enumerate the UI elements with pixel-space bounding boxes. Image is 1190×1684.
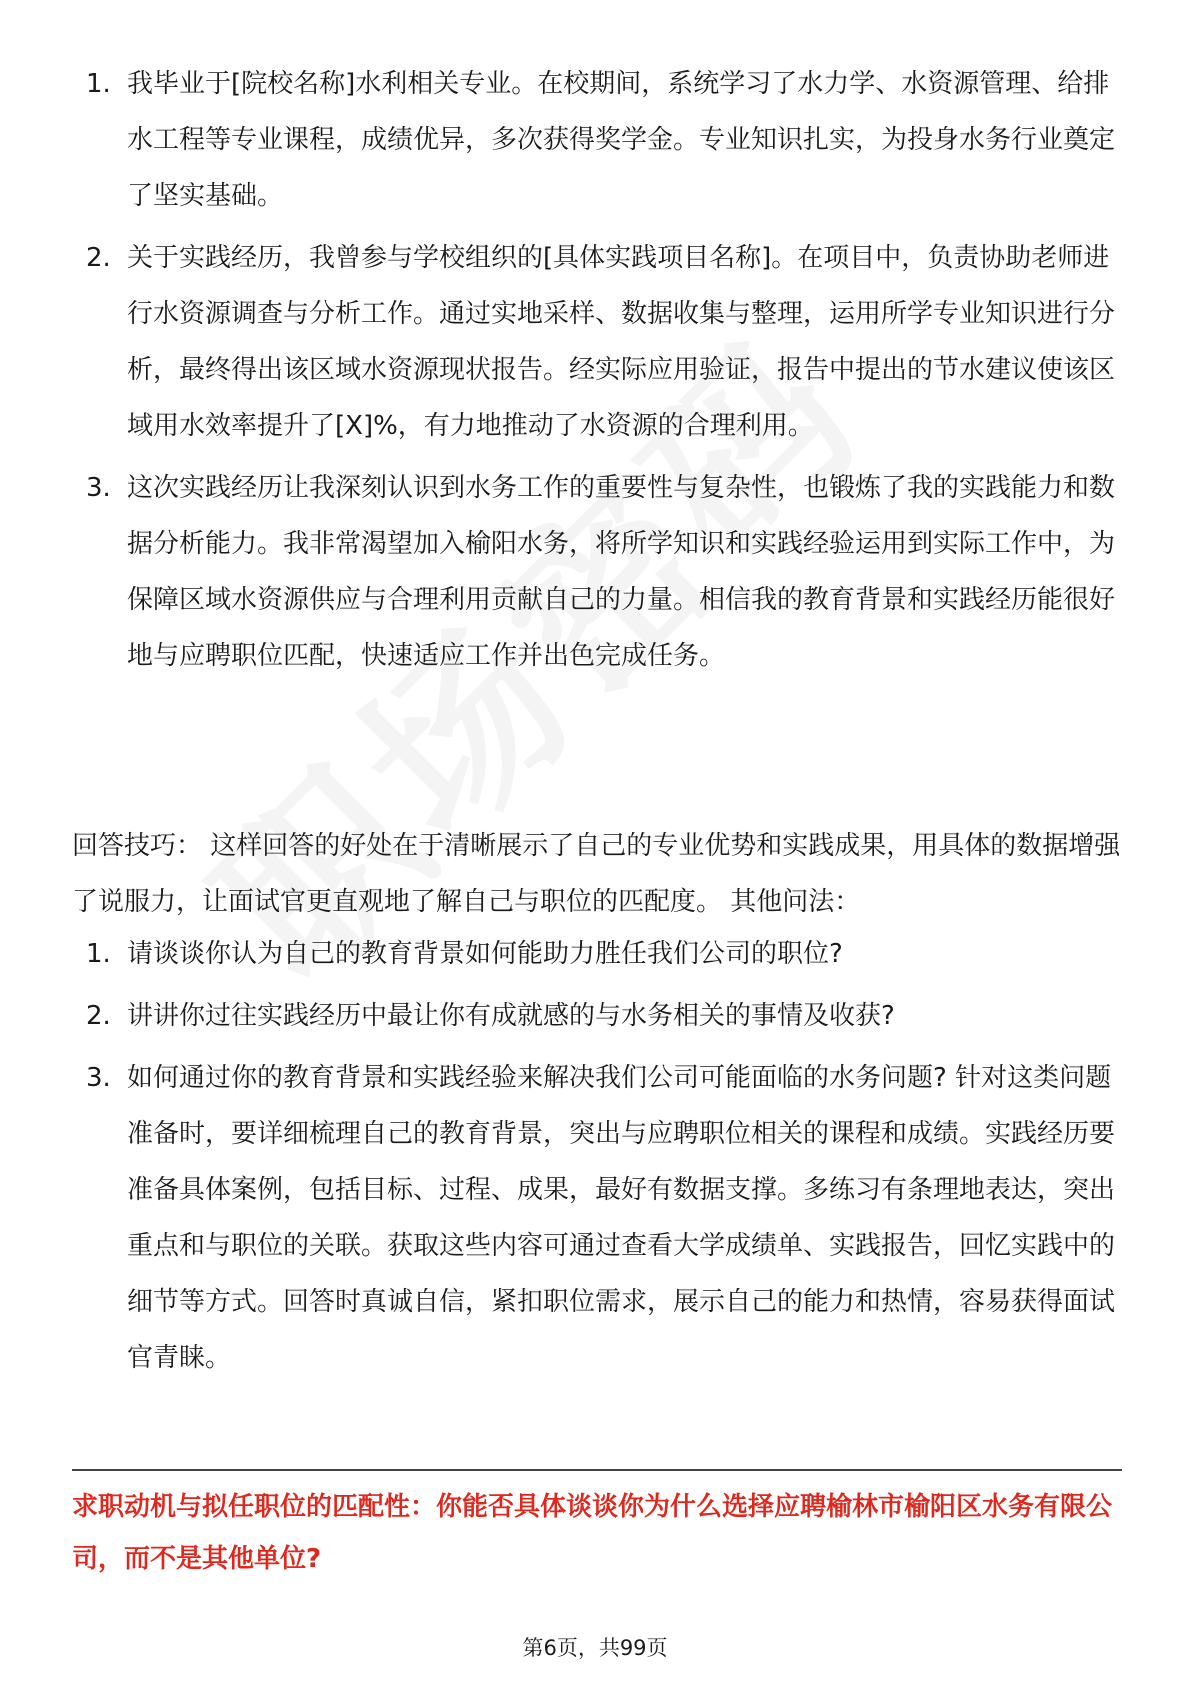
list-item [72, 926, 1122, 982]
other-questions-list [72, 926, 1122, 1386]
list-item [72, 230, 1122, 454]
list-text: 关于实践经历，我曾参与学校组织的[具体实践项目名称]。在项目中，负责协助老师进行水资源调查与分析工作。通过实地采样、数据收集与整理，运用所学专业知识进行分析，最终得出该区域水资源现状报告。经实际应用验证，报告中提出的节水建议使该区域用水效率提升了[X]%，有力地推动了水资源的合理利用。 [127, 243, 1116, 441]
page-footer: 第6页，共99页 [522, 1636, 668, 1660]
question-heading: 求职动机与拟任职位的匹配性：你能否具体谈谈你为什么选择应聘榆林市榆阳区水务有限公司，而不是其他单位? [72, 1492, 1113, 1574]
answer-list [72, 56, 1122, 684]
list-number: 2. [86, 243, 111, 273]
list-item [72, 1050, 1122, 1386]
list-number: 1. [86, 69, 111, 99]
list-number: 3. [86, 473, 111, 503]
list-number: 1. [86, 939, 111, 969]
section-divider [72, 1469, 1122, 1471]
list-text: 这次实践经历让我深刻认识到水务工作的重要性与复杂性，也锻炼了我的实践能力和数据分析能力。我非常渴望加入榆阳水务，将所学知识和实践经验运用到实际工作中，为保障区域水资源供应与合理利用贡献自己的力量。相信我的教育背景和实践经历能很好地与应聘职位匹配，快速适应工作并出色完成任务。 [127, 473, 1116, 671]
list-text: 如何通过你的教育背景和实践经验来解决我们公司可能面临的水务问题? 针对这类问题准备时，要详细梳理自己的教育背景，突出与应聘职位相关的课程和成绩。实践经历要准备具体案例，包括目标、过程、成果，最好有数据支撑。多练习有条理地表达，突出重点和与职位的关联。获取这些内容可通过查看大学成绩单、实践报告，回忆实践中的细节等方式。回答时真诚自信，紧扣职位需求，展示自己的能力和热情，容易获得面试官青睐。 [127, 1063, 1116, 1373]
list-text: 请谈谈你认为自己的教育背景如何能助力胜任我们公司的职位? [127, 939, 843, 969]
list-text: 讲讲你过往实践经历中最让你有成就感的与水务相关的事情及收获? [127, 1001, 895, 1031]
list-item [72, 988, 1122, 1044]
list-number: 3. [86, 1063, 111, 1093]
list-item [72, 56, 1122, 224]
list-number: 2. [86, 1001, 111, 1031]
list-item [72, 460, 1122, 684]
list-text: 我毕业于[院校名称]水利相关专业。在校期间，系统学习了水力学、水资源管理、给排水工程等专业课程，成绩优异，多次获得奖学金。专业知识扎实，为投身水务行业奠定了坚实基础。 [127, 69, 1116, 211]
answer-tips-paragraph: 回答技巧： 这样回答的好处在于清晰展示了自己的专业优势和实践成果，用具体的数据增强了说服力，让面试官更直观地了解自己与职位的匹配度。 其他问法： [72, 831, 1121, 917]
